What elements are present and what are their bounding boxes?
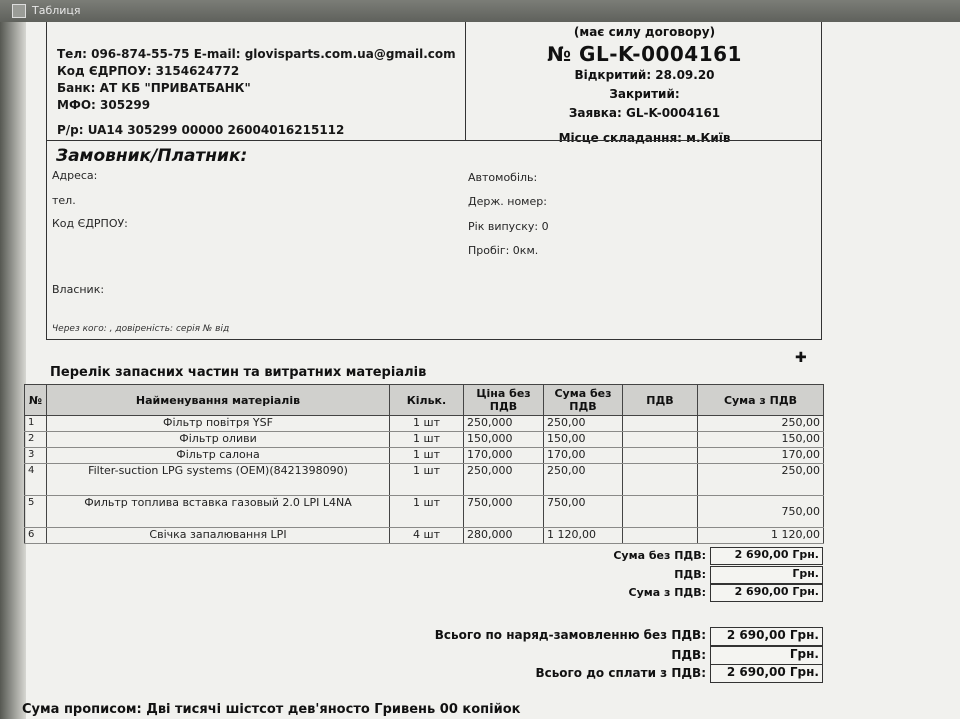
sum-no-vat-label: Сума без ПДВ:: [613, 549, 706, 562]
row-price: 750,000: [464, 496, 544, 528]
col-header-total: Сума з ПДВ: [698, 385, 824, 416]
window-titlebar: [0, 0, 960, 22]
row-qty: 1 шт: [390, 416, 464, 432]
parts-table: [24, 384, 824, 544]
document-request: Заявка: GL-K-0004161: [568, 106, 721, 120]
row-price: 280,000: [464, 528, 544, 544]
parts-title: Перелік запасних частин та витратних матеріалів: [50, 365, 427, 380]
row-price: 170,000: [464, 448, 544, 464]
table-row: [25, 464, 824, 496]
customer-address: Адреса:: [52, 169, 98, 182]
row-number: 2: [25, 432, 47, 448]
document-force-note: (має силу договору): [573, 25, 716, 39]
col-header-qty: Кільк.: [390, 385, 464, 416]
row-total: 1 120,00: [698, 528, 824, 544]
row-sum: 250,00: [544, 416, 623, 432]
row-sum: 150,00: [544, 432, 623, 448]
vat-value: Грн.: [710, 566, 823, 584]
row-name: Filter-suction LPG systems (OEM)(8421398090): [47, 464, 390, 496]
table-row: [25, 448, 824, 464]
order-vat-label: ПДВ:: [671, 648, 706, 662]
table-app-icon: [12, 4, 26, 18]
row-vat: [623, 416, 698, 432]
row-qty: 1 шт: [390, 464, 464, 496]
row-number: 4: [25, 464, 47, 496]
row-total: 250,00: [698, 464, 824, 496]
row-number: 1: [25, 416, 47, 432]
row-name: Свічка запалювання LPI: [47, 528, 390, 544]
cursor-plus-icon: ✚: [795, 350, 807, 366]
customer-year: Рік випуску: 0: [468, 220, 549, 233]
company-bank: Банк: АТ КБ "ПРИВАТБАНК": [57, 81, 251, 95]
row-vat: [623, 432, 698, 448]
row-total: 170,00: [698, 448, 824, 464]
col-header-name: Найменування матеріалів: [47, 385, 390, 416]
customer-plate: Держ. номер:: [468, 195, 547, 208]
customer-car: Автомобіль:: [468, 171, 538, 184]
to-pay-value: 2 690,00 Грн.: [710, 664, 823, 683]
parts-header-row: [25, 385, 824, 416]
col-header-sum: Сума без ПДВ: [544, 385, 623, 416]
row-vat: [623, 464, 698, 496]
col-header-vat: ПДВ: [623, 385, 698, 416]
customer-mileage: Пробіг: 0км.: [468, 244, 539, 257]
document-opened: Відкритий: 28.09.20: [574, 68, 715, 82]
order-vat-value: Грн.: [710, 646, 823, 665]
customer-box: [46, 140, 822, 340]
table-row: [25, 416, 824, 432]
row-total: 750,00: [698, 496, 824, 528]
customer-phone: тел.: [52, 194, 76, 207]
document-number: № GL-K-0004161: [547, 42, 742, 66]
document-sheet: [0, 22, 960, 719]
row-sum: 250,00: [544, 464, 623, 496]
row-qty: 1 шт: [390, 496, 464, 528]
row-total: 250,00: [698, 416, 824, 432]
customer-title: Замовник/Платник:: [56, 146, 248, 166]
table-row: [25, 496, 824, 528]
header-box: [46, 22, 822, 145]
row-number: 5: [25, 496, 47, 528]
row-vat: [623, 496, 698, 528]
sum-vat-label: Сума з ПДВ:: [628, 586, 706, 599]
row-number: 6: [25, 528, 47, 544]
row-qty: 4 шт: [390, 528, 464, 544]
row-sum: 170,00: [544, 448, 623, 464]
to-pay-label: Всього до сплати з ПДВ:: [535, 666, 706, 680]
row-qty: 1 шт: [390, 432, 464, 448]
company-info: [57, 46, 456, 139]
document-closed: Закритий:: [609, 87, 680, 101]
customer-owner: Власник:: [52, 283, 105, 296]
row-vat: [623, 528, 698, 544]
col-header-number: №: [25, 385, 47, 416]
company-edrpou: Код ЄДРПОУ: 3154624772: [57, 64, 240, 78]
window-title: Таблиця: [32, 4, 81, 17]
order-no-vat-label: Всього по наряд-замовленню без ПДВ:: [434, 628, 706, 642]
row-vat: [623, 448, 698, 464]
row-name: Фільтр повітря YSF: [47, 416, 390, 432]
row-name: Фільтр салона: [47, 448, 390, 464]
table-row: [25, 432, 824, 448]
row-price: 250,000: [464, 464, 544, 496]
row-sum: 750,00: [544, 496, 623, 528]
order-no-vat-value: 2 690,00 Грн.: [710, 627, 823, 646]
company-mfo: МФО: 305299: [57, 98, 151, 112]
header-divider: [465, 22, 466, 140]
customer-edrpou: Код ЄДРПОУ:: [52, 217, 128, 230]
page-edge-shadow: [0, 22, 26, 719]
row-qty: 1 шт: [390, 448, 464, 464]
row-total: 150,00: [698, 432, 824, 448]
company-account: Р/р: UA14 305299 00000 26004016215112: [57, 123, 345, 137]
vat-label: ПДВ:: [674, 568, 706, 581]
col-header-price: Ціна без ПДВ: [464, 385, 544, 416]
document-place: Місце складання: м.Київ: [558, 131, 731, 145]
row-name: Фильтр топлива вставка газовый 2.0 LPI L4NA: [47, 496, 390, 528]
row-name: Фільтр оливи: [47, 432, 390, 448]
row-price: 250,000: [464, 416, 544, 432]
sum-vat-value: 2 690,00 Грн.: [710, 584, 823, 602]
amount-in-words: Сума прописом: Дві тисячі шістсот дев'яносто Гривень 00 копійок: [22, 702, 521, 717]
row-number: 3: [25, 448, 47, 464]
table-row: [25, 528, 824, 544]
document-info: [467, 22, 822, 145]
sum-no-vat-value: 2 690,00 Грн.: [710, 547, 823, 565]
row-sum: 1 120,00: [544, 528, 623, 544]
row-price: 150,000: [464, 432, 544, 448]
company-phone-email: Тел: 096-874-55-75 E-mail: glovisparts.com.ua@gmail.com: [57, 47, 456, 61]
customer-proxy: Через кого: , довіреність: серія № від: [52, 324, 230, 334]
